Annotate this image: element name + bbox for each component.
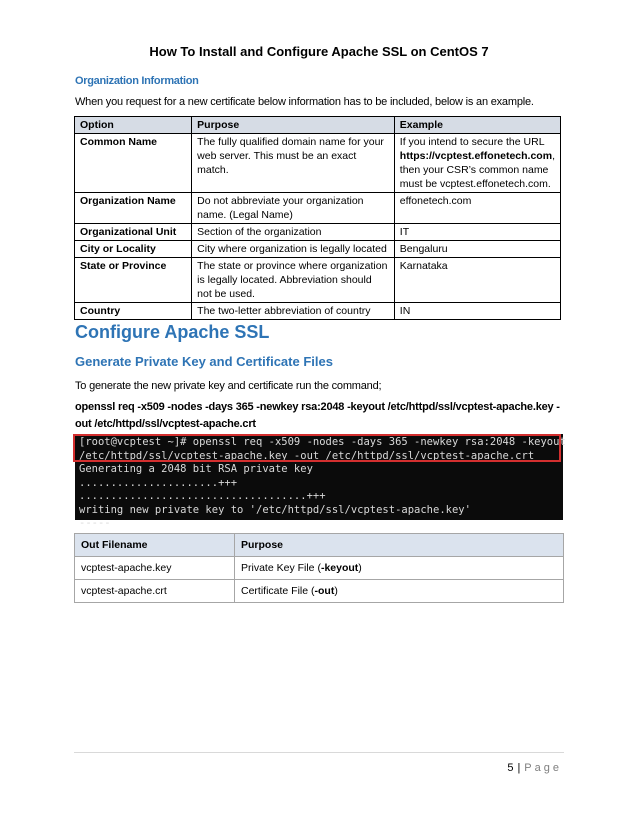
purpose-cell: Section of the organization [192,224,395,241]
purpose-flag: -out [314,585,335,597]
intro-paragraph: When you request for a new certificate below information has to be included, below is an example. [75,96,534,108]
header-purpose: Purpose [192,117,395,134]
generate-instructions: To generate the new private key and certificate run the command; [75,380,382,392]
purpose-cell: Do not abbreviate your organization name. (Legal Name) [192,193,395,224]
example-text: , then your CSR’s common name must be vcptest.effonetech.com. [399,150,555,190]
options-table-header [75,117,561,134]
footer-separator: | [517,762,521,774]
filename-cell: vcptest-apache.crt [75,580,235,603]
table-row [75,134,561,193]
option-cell: Country [75,303,192,320]
terminal-line: [root@vcptest ~]# openssl req -x509 -nodes -days 365 -newkey rsa:2048 -keyout [79,436,566,448]
purpose-text: ) [358,562,362,574]
purpose-text: ) [334,585,338,597]
option-cell: State or Province [75,258,192,303]
footer-divider [74,752,564,753]
header-option: Option [75,117,192,134]
generate-keys-heading: Generate Private Key and Certificate Files [75,354,333,369]
page-footer [507,762,562,774]
terminal-screenshot [75,434,566,529]
purpose-text: Private Key File ( [241,562,321,574]
option-cell: Common Name [75,134,192,193]
header-example: Example [394,117,560,134]
page-title: How To Install and Configure Apache SSL on CentOS 7 [149,44,489,59]
option-cell: Organization Name [75,193,192,224]
purpose-flag: -keyout [320,562,359,574]
terminal-line: writing new private key to '/etc/httpd/ssl/vcptest-apache.key' [79,503,471,516]
example-text: If you intend to secure the URL [399,136,545,148]
terminal-line: ....................................+++ [79,490,326,502]
example-url: https://vcptest.effonetech.com [399,150,553,162]
page-label: Page [524,762,562,774]
purpose-cell: The fully qualified domain name for your web server. This must be an exact match. [192,134,395,193]
table-row [75,303,561,320]
table-row [75,224,561,241]
example-cell: IT [394,224,560,241]
table-row [75,258,561,303]
example-cell: Bengaluru [394,241,560,258]
table-row [75,193,561,224]
example-cell [394,134,560,193]
terminal-line: /etc/httpd/ssl/vcptest-apache.key -out /etc/httpd/ssl/vcptest-apache.crt [79,449,535,462]
header-purpose: Purpose [235,534,564,557]
configure-apache-ssl-heading: Configure Apache SSL [75,322,270,342]
terminal-line: ......................+++ [79,476,238,489]
header-out-filename: Out Filename [75,534,235,557]
options-table [74,116,561,320]
example-cell: IN [394,303,560,320]
table-row [75,580,564,603]
purpose-cell: The state or province where organization is legally located. Abbreviation should not be used. [192,258,395,303]
purpose-cell: City where organization is legally located [192,241,395,258]
option-cell: Organizational Unit [75,224,192,241]
output-files-table [74,533,564,603]
filename-cell: vcptest-apache.key [75,557,235,580]
table-row [75,557,564,580]
table-row [75,241,561,258]
terminal-line: ----- [79,517,111,529]
organization-info-heading: Organization Information [75,75,199,87]
example-cell: effonetech.com [394,193,560,224]
purpose-cell [235,580,564,603]
openssl-command: openssl req -x509 -nodes -days 365 -newkey rsa:2048 -keyout /etc/httpd/ssl/vcptest-apache.key -out /etc/httpd/ssl/vcptest-apache.crt [75,401,560,430]
purpose-text: Certificate File ( [241,585,315,597]
option-cell: City or Locality [75,241,192,258]
page-number: 5 [507,762,514,774]
purpose-cell [235,557,564,580]
purpose-cell: The two-letter abbreviation of country [192,303,395,320]
example-cell: Karnataka [394,258,560,303]
terminal-line: Generating a 2048 bit RSA private key [79,463,313,475]
files-table-header [75,534,564,557]
